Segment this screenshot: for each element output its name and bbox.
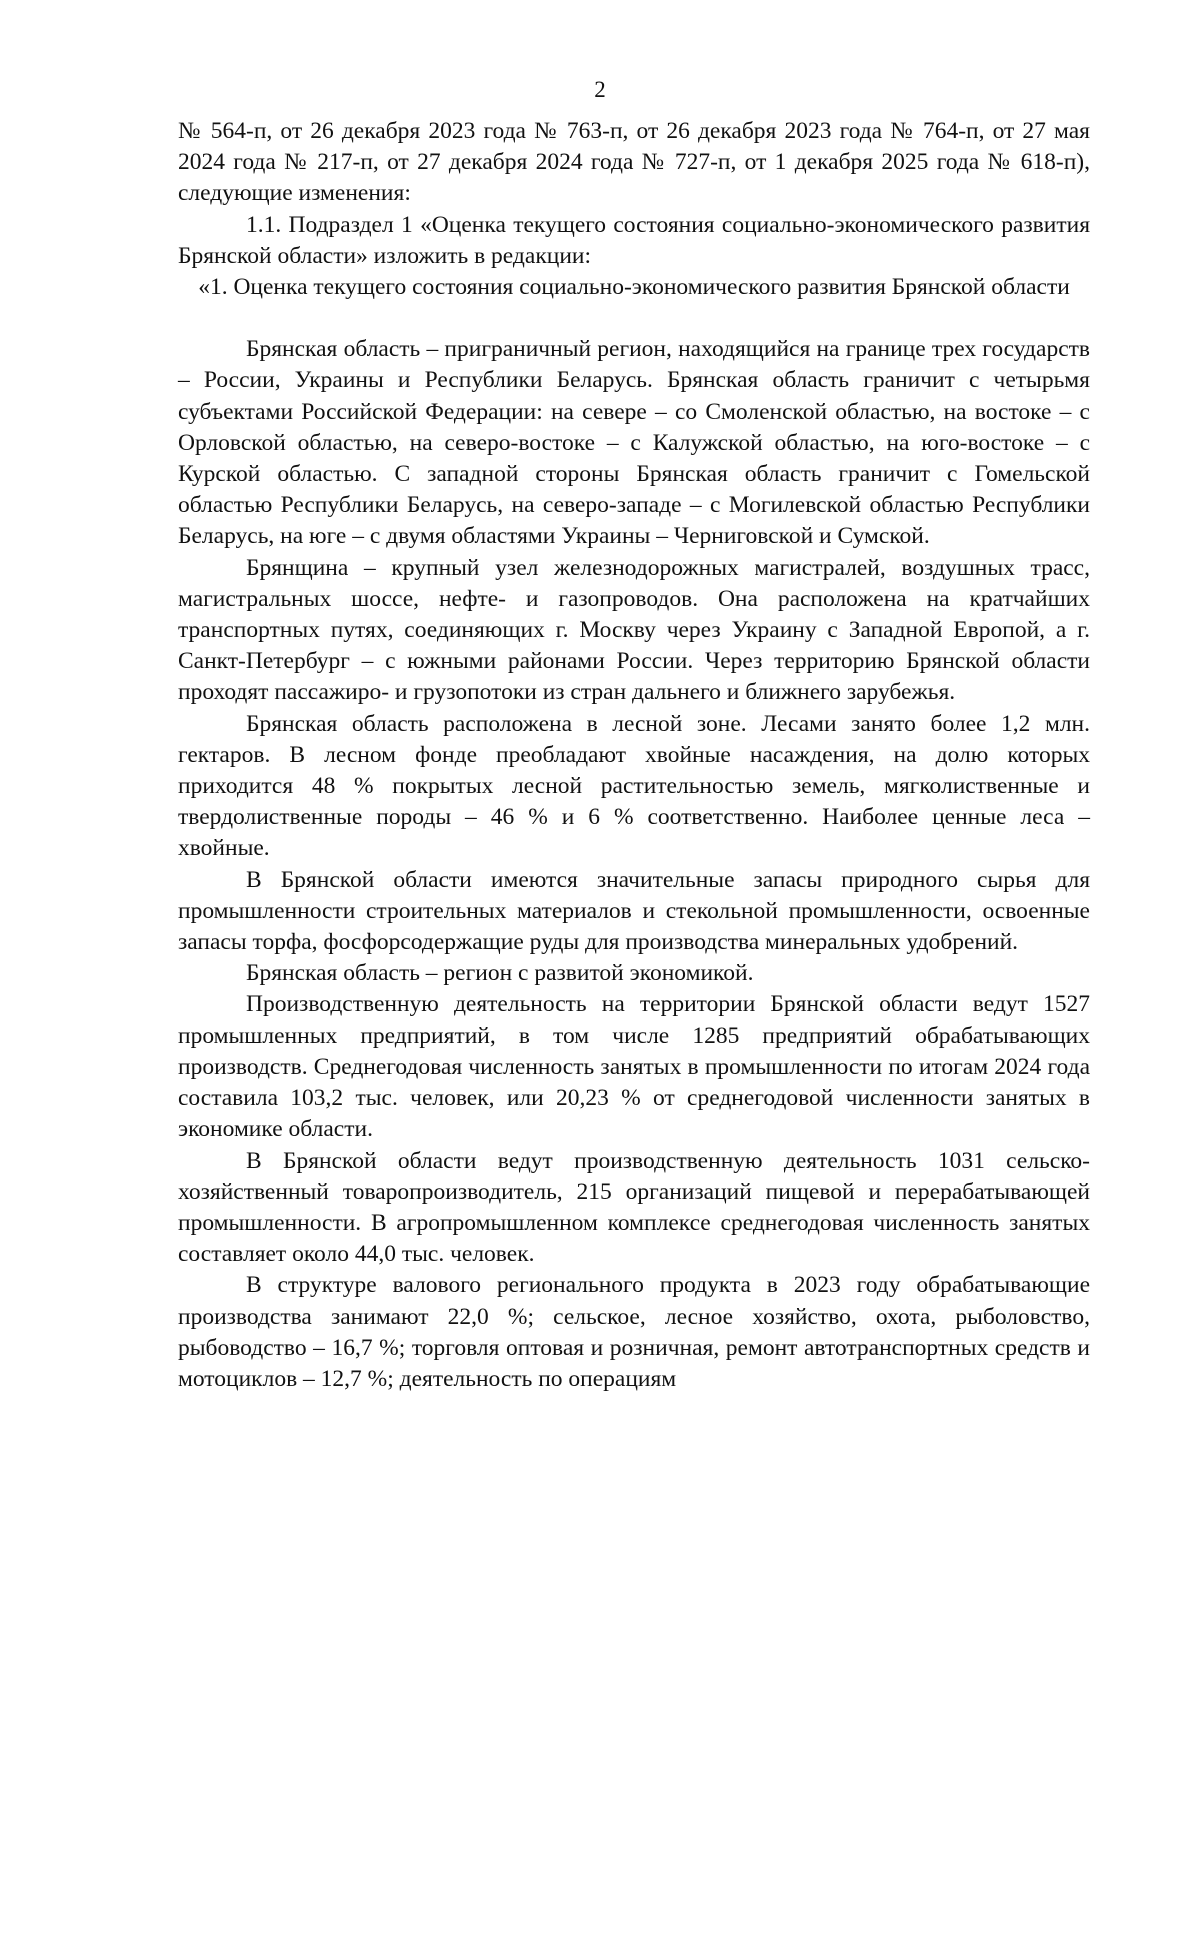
page-number: 2 [594,77,606,102]
intro-paragraph: № 564-п, от 26 декабря 2023 года № 763-п, от 26 декабря 2023 года № 764-п, от 27 мая 2024 года № 217-п, от 27 декабря 2024 года № 727-п, от 1 декабря 2025 года № 618-п), следующие изменения: [178,118,1090,207]
paragraph-borders: Брянская область – приграничный регион, находящийся на границе трех государств – России, Украины и Республики Беларусь. Брянская область граничит с четырьмя субъектами Российской Федерации: на севере – со Смоленской областью, на востоке – с Орловской областью, на северо-востоке – с Калужской областью, на юго-востоке – с Курской областью. С западной стороны Брянская область граничит с Гомельской областью Республики Беларусь, на северо-западе – с Могилевской областью Республики Беларусь, на юге – с двумя областями Украины – Черниговской и Сумской. [178,336,1090,550]
paragraph-economy: Брянская область – регион с развитой экономикой. [246,960,754,987]
paragraph-grp-structure: В структуре валового регионального продукта в 2023 году обрабатывающие производства занимают 22,0 %; сельское, лесное хозяйство, охота, рыболовство, рыбоводство – 16,7 %; торговля оптовая и розничная, ремонт автотранспортных средств и мотоциклов – 12,7 %; деятельность по операциям [178,1272,1090,1392]
document-body [178,116,1090,1395]
paragraph-forests: Брянская область расположена в лесной зоне. Лесами занято более 1,2 млн. гектаров. В лесном фонде преобладают хвойные насаждения, на долю которых приходится 48 % покрытых лесной растительностью земель, мягколиственные и твердолиственные породы – 46 % и 6 % соответственно. Наиболее ценные леса – хвойные. [178,710,1090,862]
paragraph-agriculture: В Брянской области ведут производственную деятельность 1031 сельскохозяйственный товаропроизводитель, 215 организаций пищевой и перерабатывающей промышленности. В агропромышленном комплексе среднегодовая численность занятых составляет около 44,0 тыс. человек. [178,1147,1090,1268]
section-heading: «1. Оценка текущего состояния социально-экономического развития Брянской области [198,274,1070,301]
paragraph-transport: Брянщина – крупный узел железнодорожных магистралей, воздушных трасс, магистральных шоссе, нефте- и газопроводов. Она расположена на кратчайших транспортных путях, соединяющих г. Москву через Украину с Западной Европой, а г. Санкт-Петербург – с южными районами России. Через территорию Брянской области проходят пассажиро- и грузопотоки из стран дальнего и ближнего зарубежья. [178,554,1090,706]
paragraph-resources: В Брянской области имеются значительные запасы природного сырья для промышленности строительных материалов и стекольной промышленности, освоенные запасы торфа, фосфорсодержащие руды для производства минеральных удобрений. [178,866,1090,956]
amendment-item-1-1: 1.1. Подраздел 1 «Оценка текущего состояния социально-экономического развития Брянской области» изложить в редакции: [178,211,1090,269]
paragraph-industry: Производственную деятельность на территории Брянской области ведут 1527 промышленных предприятий, в том числе 1285 предприятий обрабатывающих производств. Среднегодовая численность занятых в промышленности по итогам 2024 года составила 103,2 тыс. человек, или 20,23 % от среднегодовой численности занятых в экономике области. [178,991,1090,1143]
